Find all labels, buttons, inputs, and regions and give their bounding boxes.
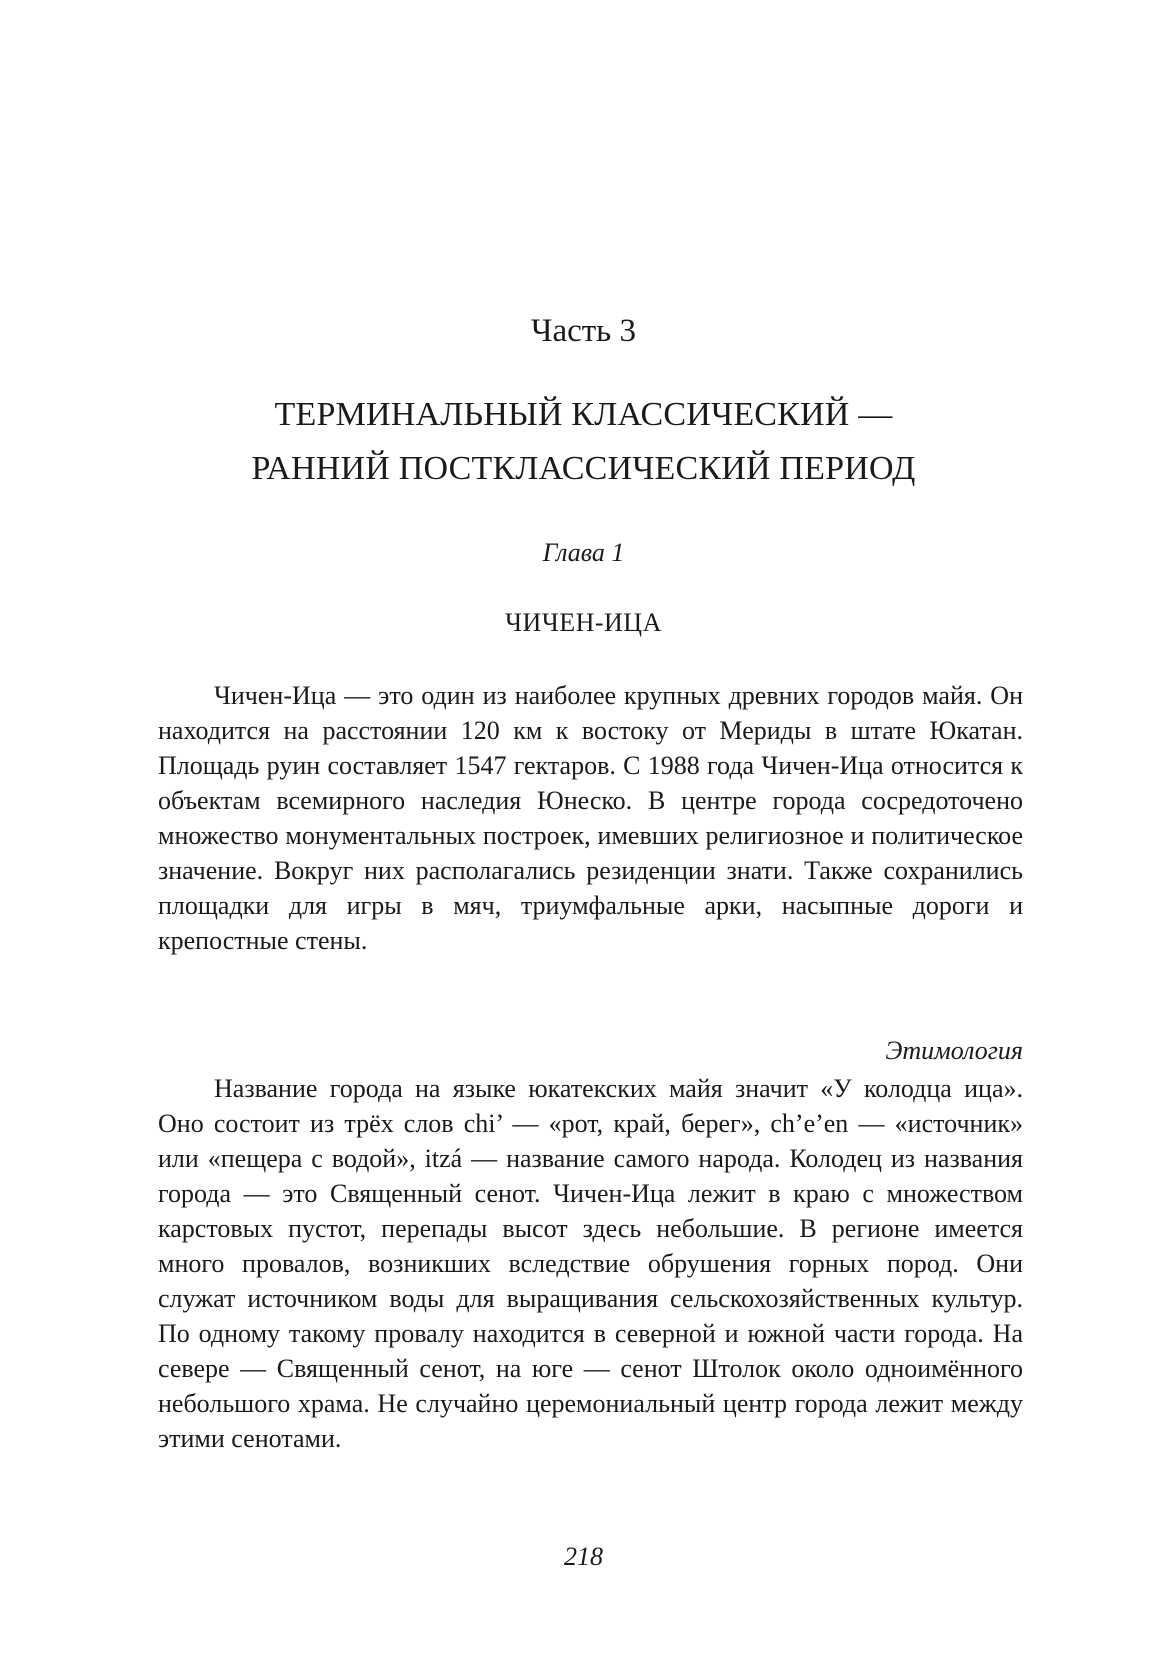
intro-paragraph: Чичен-Ица — это один из наиболее крупных древних городов майя. Он находится на расстоянии 120 км к востоку от Мериды в штате Юкатан. Площадь руин составляет 1547 гектаров. С 1988 года Чичен-Ица относится к объектам всемирного наследия Юнеско. В центре города сосредоточено множество монументальных построек, имевших религиозное и политическое значение. Вокруг них располагались резиденции знати. Также сохранились площадки для игры в мяч, триумфальные арки, насыпные дороги и крепостные стены. [158,681,1023,955]
part-title-line-1: ТЕРМИНАЛЬНЫЙ КЛАССИЧЕСКИЙ — [274,396,893,433]
page-number: 218 [564,1542,603,1571]
etymology-paragraph: Название города на языке юкатекских майя значит «У колодца ица». Оно состоит из трёх слов chi’ — «рот, край, берег», ch’e’en — «источник» или «пещера с водой», itzá — название самого народа. Колодец из названия города — это Священный сенот. Чичен-Ица лежит в краю с множеством карстовых пустот, перепады высот здесь небольшие. В регионе имеется много провалов, возникших вследствие обрушения горных пород. Они служат источником воды для выращивания сельскохозяйственных культур. По одному такому провалу находится в северной и южной части города. На севере — Священный сенот, на юге — сенот Штолок около одноимённого небольшого храма. Не случайно церемониальный центр города лежит между этими сенотами. [158,1074,1023,1453]
part-label: Часть 3 [531,313,636,349]
etymology-heading: Этимология [885,1036,1023,1065]
part-title [0,388,1167,496]
part-title-line-2: РАННИЙ ПОСТКЛАССИЧЕСКИЙ ПЕРИОД [251,450,916,487]
chapter-label: Глава 1 [542,538,625,567]
chapter-title: ЧИЧЕН-ИЦА [505,608,662,637]
